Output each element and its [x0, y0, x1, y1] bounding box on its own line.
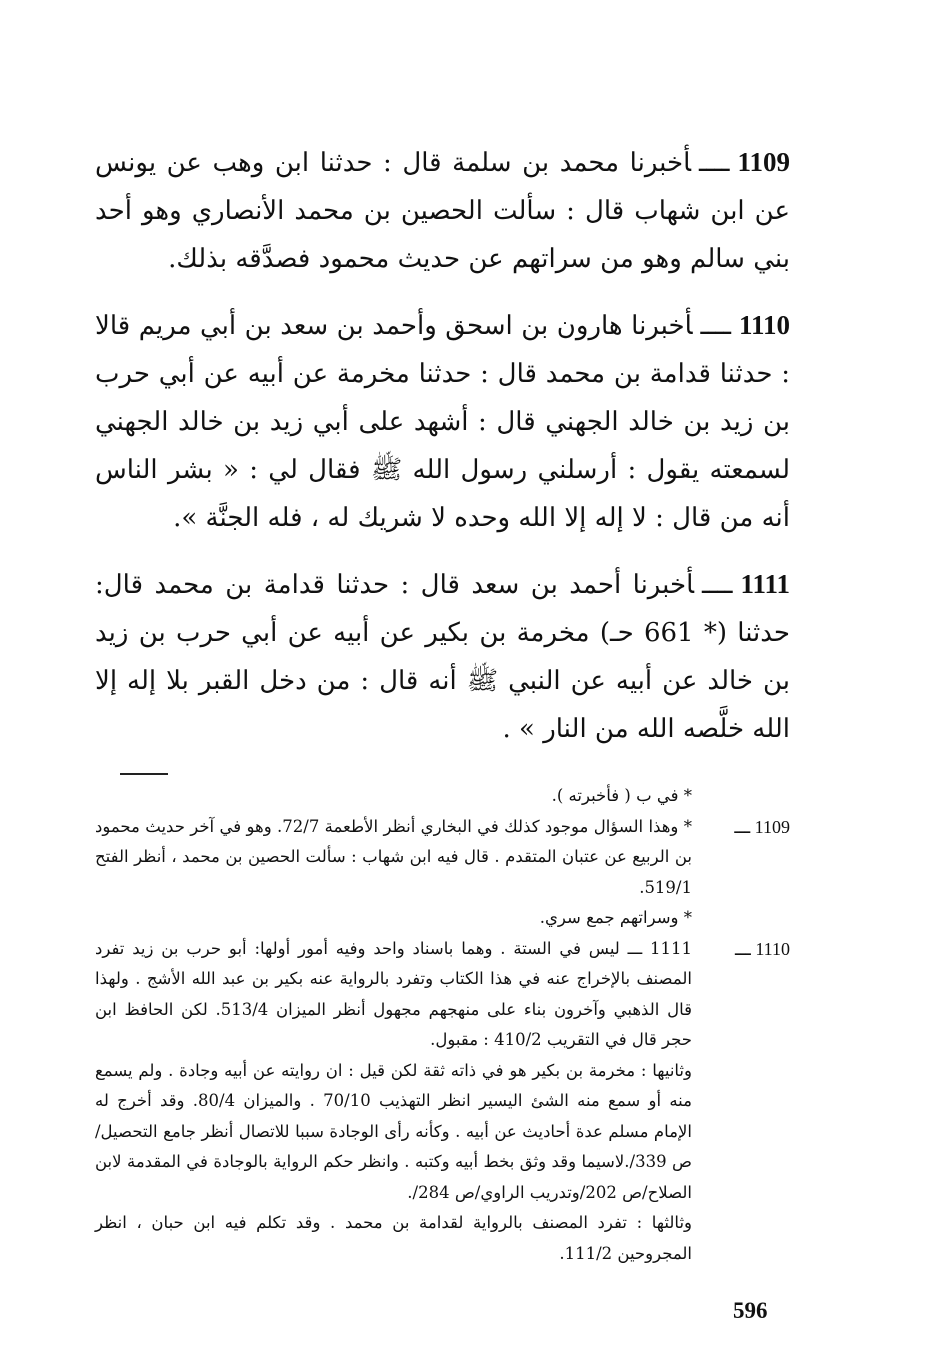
- footnote-text: * وهذا السؤال موجود كذلك في البخاري أنظر الأطعمة 72/7. وهو في آخر حديث محمود بن الربيع عن عتبان المتقدم . قال فيه ابن شهاب : سألت الحصين بن محمد ، أنظر الفتح 519/1.: [95, 816, 692, 897]
- page-number: 596: [733, 1298, 768, 1323]
- hadith-text: أخبرنا هارون بن اسحق وأحمد بن سعد بن أبي مريم قالا : حدثنا قدامة بن محمد قال : حدثنا مخرمة عن أبيه عن أبي حرب بن زيد بن خالد الجهني قال : أشهد على أبي زيد بن خالد الجهني لسمعته يقول : أرسلني رسول الله ﷺ فقال لي : « بشر الناس أنه من قال : لا إله إلا الله وحده لا شريك له ، فله الجنَّة ».: [95, 311, 790, 533]
- hadith-1110: [95, 301, 790, 542]
- hadith-dash: ــــ: [702, 570, 733, 600]
- footnote-text: وثانيها : مخرمة بن بكير هو في ذاته ثقة لكن قيل : ان روايته عن أبيه وجادة . ولم يسمع منه أو سمع منه الشئ اليسير انظر التهذيب 70/10 . والميزان 80/4. وقد أخرج له الإمام مسلم عدة أحاديث عن أبيه . وكأنه رأى الوجادة سببا للاتصال أنظر جامع التحصيل/ص 339/.لاسيما وقد وثق بخط أبيه وكتبه . وانظر حكم الرواية بالوجادة في المقدمة لابن الصلاح/ص 202/وتدريب الراوي/ص 284/.: [95, 1060, 692, 1202]
- hadith-1111: [95, 560, 790, 753]
- footnote-text: 1111 ـــ ليس في الستة . وهما باسناد واحد وفيه أمور أولها: أبو حرب بن زيد تفرد المصنف بالإخراج عنه في هذا الكتاب وتفرد بالرواية عنه بكير بن عبد الله الأشج . ولهذا قال الذهبي وآخرون بناء على منهجهم مجهول أنظر الميزان 513/4. لكن الحافظ ابن حجر قال في التقريب 410/2 : مقبول.: [95, 938, 692, 1049]
- footnote: [95, 1208, 790, 1269]
- hadith-1109: [95, 138, 790, 283]
- footnote-text: وثالثها : تفرد المصنف بالرواية لقدامة بن محمد . وقد تكلم فيه ابن حبان ، انظر المجروحين 111/2.: [95, 1213, 692, 1263]
- footnote-text: * في ب ( فأخبرته ).: [551, 786, 692, 805]
- footnote: [95, 903, 790, 934]
- hadith-dash: ــــ: [699, 148, 730, 178]
- hadith-dash: ــــ: [700, 311, 731, 341]
- hadith-text: أخبرنا محمد بن سلمة قال : حدثنا ابن وهب عن يونس عن ابن شهاب قال : سألت الحصين بن محمد الأنصاري وهو أحد بني سالم وهو من سراتهم عن حديث محمود فصدَّقه بذلك.: [95, 148, 790, 274]
- hadith-number: 1111: [740, 569, 790, 599]
- footnote-ref: 1109 ـــ: [734, 816, 790, 837]
- hadith-number: 1110: [738, 310, 790, 340]
- hadith-number: 1109: [737, 147, 790, 177]
- footnote-1109: [95, 812, 790, 904]
- footnote-ref: 1110 ـــ: [735, 938, 790, 959]
- footnote: [95, 1056, 790, 1209]
- footnote-1110: [95, 934, 790, 1056]
- page-body: [95, 138, 790, 1269]
- footnote: [95, 781, 790, 812]
- footnotes: [95, 781, 790, 1269]
- separator-line: [120, 773, 168, 775]
- footnote-separator: [95, 771, 790, 781]
- footnote-text: * وسراتهم جمع سري.: [539, 908, 692, 927]
- hadith-text: أخبرنا أحمد بن سعد قال : حدثنا قدامة بن محمد قال: حدثنا (* 661 حـ) مخرمة بن بكير عن أبيه عن أبي حرب بن زيد بن خالد عن أبيه عن النبي ﷺ أنه قال : من دخل القبر بلا إله إلا الله خلَّصه الله من النار » .: [95, 570, 790, 744]
